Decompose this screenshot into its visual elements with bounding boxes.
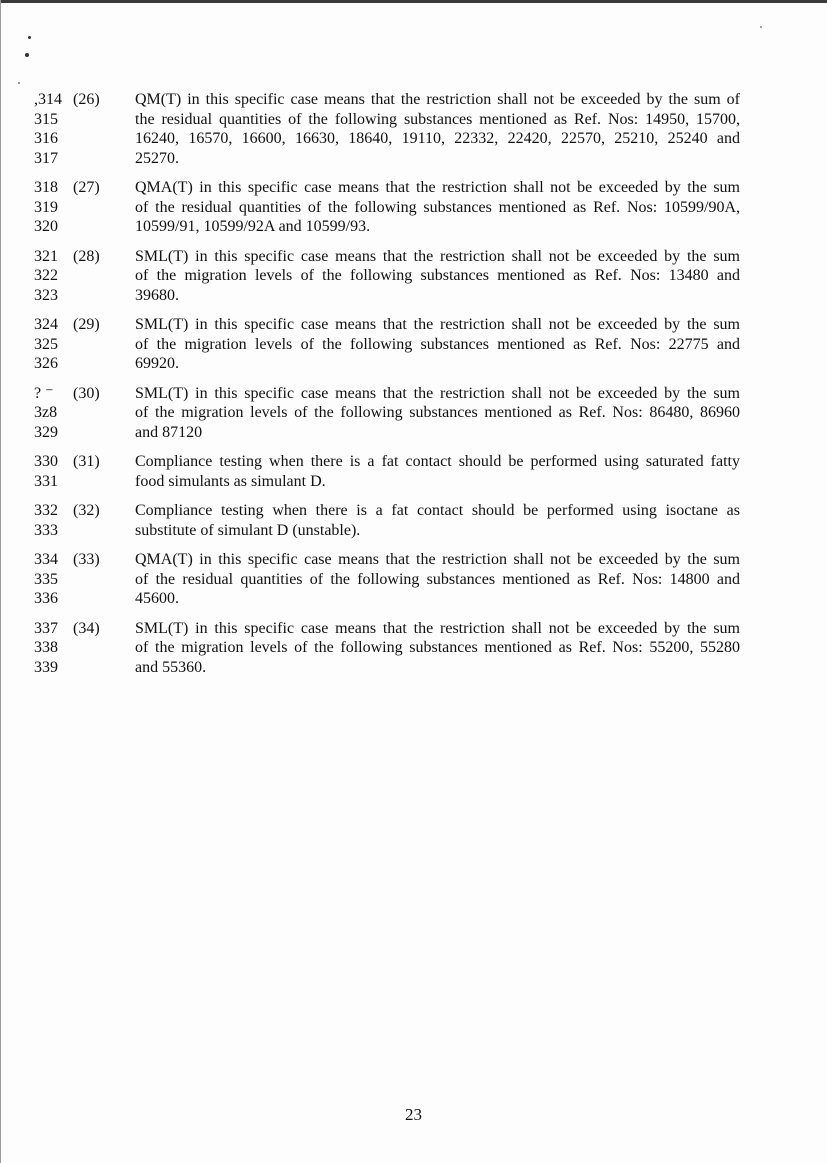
footnote-text: 10599/91, 10599/92A and 10599/93.	[135, 218, 371, 235]
footnote-line	[0, 110, 827, 130]
line-number: 319	[34, 198, 58, 216]
scan-speck	[18, 82, 20, 84]
footnote-ref: (30)	[73, 384, 100, 402]
footnote-line	[0, 315, 827, 335]
scan-speck	[28, 36, 31, 39]
footnote-text: of the migration levels of the following substances mentioned as Ref. Nos: 55200, 55280	[135, 639, 740, 656]
footnote-line	[0, 354, 827, 374]
line-number: 335	[34, 570, 58, 588]
footnote-line	[0, 550, 827, 570]
line-number: 325	[34, 335, 58, 353]
footnote-line	[0, 129, 827, 149]
line-number: 336	[34, 590, 58, 607]
footnote-text: SML(T) in this specific case means that the restriction shall not be exceeded by the sum	[135, 247, 740, 265]
footnote-line	[0, 521, 827, 541]
footnote-text: QMA(T) in this specific case means that the restriction shall not be exceeded by the sum	[135, 179, 740, 196]
line-number: 333	[34, 521, 58, 539]
page-number: 23	[405, 1105, 422, 1124]
footnote-text: of the migration levels of the following substances mentioned as Ref. Nos: 22775 and	[135, 335, 740, 353]
line-number: 330	[34, 453, 58, 470]
footnote-text: of the residual quantities of the following substances mentioned as Ref. Nos: 14800 and	[135, 570, 740, 588]
footnote-line	[0, 90, 827, 110]
line-number: ? ⁻	[34, 384, 54, 402]
footnote-line	[0, 149, 827, 169]
footnote-text: QM(T) in this specific case means that the restriction shall not be exceeded by the sum of	[135, 91, 740, 108]
footnote-text: of the residual quantities of the following substances mentioned as Ref. Nos: 10599/90A,	[135, 198, 740, 216]
footnote-line	[0, 286, 827, 306]
line-number: 334	[34, 551, 58, 568]
footnote-line	[0, 658, 827, 678]
line-number: 337	[34, 619, 58, 637]
footnote-ref: (31)	[73, 453, 100, 470]
footnote-31	[0, 452, 827, 491]
line-number: 320	[34, 218, 58, 235]
footnote-line	[0, 589, 827, 609]
footnote-text: 45600.	[135, 590, 179, 607]
line-number: 331	[34, 472, 58, 490]
footnote-line	[0, 638, 827, 658]
footnote-ref: (29)	[73, 316, 100, 333]
footnote-28	[0, 247, 827, 306]
footnote-text: SML(T) in this specific case means that the restriction shall not be exceeded by the sum	[135, 316, 740, 333]
line-number: 3ᴢ8	[34, 404, 58, 421]
footnote-text: QMA(T) in this specific case means that the restriction shall not be exceeded by the sum	[135, 551, 740, 568]
footnote-text: 69920.	[135, 355, 179, 372]
footnote-text: 16240, 16570, 16600, 16630, 18640, 19110, 22332, 22420, 22570, 25210, 25240 and	[135, 130, 740, 147]
footnote-26	[0, 90, 827, 168]
footnote-text: SML(T) in this specific case means that the restriction shall not be exceeded by the sum	[135, 619, 740, 637]
line-number: 323	[34, 286, 58, 304]
footnote-line	[0, 619, 827, 639]
footnote-text: 25270.	[135, 149, 179, 167]
line-number: 322	[34, 267, 58, 284]
footnote-text: substitute of simulant D (unstable).	[135, 521, 361, 539]
footnote-text: Compliance testing when there is a fat contact should be performed using saturated fatty	[135, 453, 740, 470]
footnote-ref: (34)	[73, 619, 100, 637]
footnote-text: and 55360.	[135, 658, 207, 676]
footnote-30	[0, 384, 827, 443]
line-number: 339	[34, 658, 58, 676]
top-border-rule	[0, 0, 827, 3]
footnote-text: Compliance testing when there is a fat contact should be performed using isoctane as	[135, 502, 740, 519]
footnote-line	[0, 335, 827, 355]
footnote-text: 39680.	[135, 286, 179, 304]
footnote-ref: (32)	[73, 502, 100, 519]
line-number: 315	[34, 110, 58, 128]
footnote-list	[0, 90, 827, 687]
scan-speck	[760, 26, 762, 28]
footnote-text: SML(T) in this specific case means that the restriction shall not be exceeded by the sum	[135, 384, 740, 402]
line-number: ,314	[34, 91, 62, 108]
line-number: 329	[34, 423, 58, 441]
footnote-ref: (28)	[73, 247, 100, 265]
scan-speck	[25, 53, 29, 57]
line-number: 326	[34, 355, 58, 372]
line-number: 317	[34, 149, 58, 167]
footnote-text: food simulants as simulant D.	[135, 472, 326, 490]
footnote-line	[0, 570, 827, 590]
footnote-text: and 87120	[135, 423, 203, 441]
line-number: 321	[34, 247, 58, 265]
footnote-29	[0, 315, 827, 374]
line-number: 332	[34, 502, 58, 519]
footnote-line	[0, 423, 827, 443]
footnote-ref: (33)	[73, 551, 100, 568]
footnote-line	[0, 384, 827, 404]
footnote-ref: (27)	[73, 179, 100, 196]
line-number: 324	[34, 316, 58, 333]
footnote-line	[0, 266, 827, 286]
footnote-line	[0, 403, 827, 423]
footnote-line	[0, 217, 827, 237]
footnote-text: the residual quantities of the following substances mentioned as Ref. Nos: 14950, 15700,	[135, 110, 740, 128]
footnote-line	[0, 247, 827, 267]
line-number: 318	[34, 179, 58, 196]
footnote-line	[0, 198, 827, 218]
footnote-34	[0, 619, 827, 678]
footnote-text: of the migration levels of the following substances mentioned as Ref. Nos: 86480, 86960	[135, 404, 740, 421]
footnote-ref: (26)	[73, 91, 100, 108]
footnote-32	[0, 501, 827, 540]
footnote-line	[0, 178, 827, 198]
line-number: 338	[34, 639, 58, 656]
footnote-line	[0, 501, 827, 521]
footnote-line	[0, 452, 827, 472]
line-number: 316	[34, 130, 58, 147]
footnote-27	[0, 178, 827, 237]
footnote-line	[0, 472, 827, 492]
footnote-33	[0, 550, 827, 609]
footnote-text: of the migration levels of the following substances mentioned as Ref. Nos: 13480 and	[135, 267, 740, 284]
